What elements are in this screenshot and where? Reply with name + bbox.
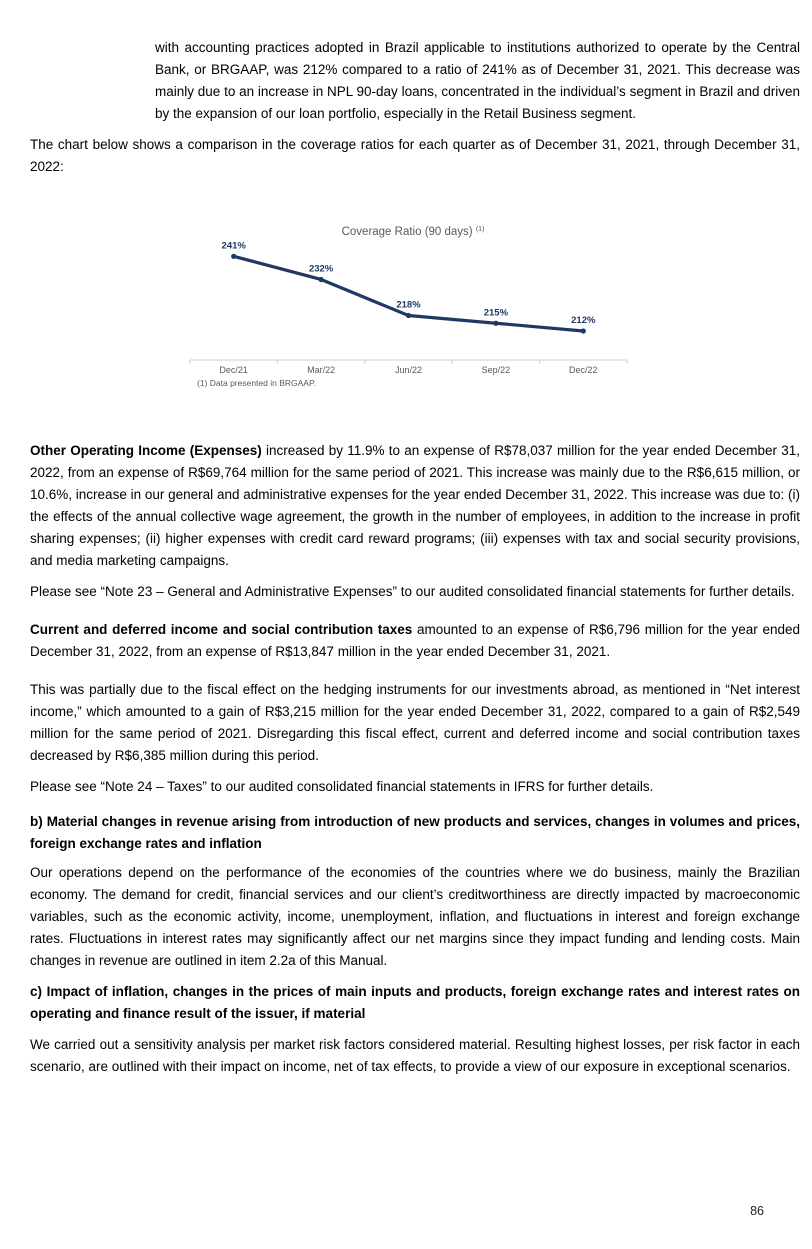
data-point-label: 218% (396, 299, 421, 311)
heading-c-impact-of-inflation: c) Impact of inflation, changes in the prices of main inputs and products, foreign exchange rates and interest rates on operating and finance result of the issuer, if material (30, 984, 800, 1021)
paragraph-operations: Our operations depend on the performance of the economies of the countries where we do business, mainly the Brazilian economy. The demand for credit, financial services and our client’s creditworthiness are directly impacted by macroeconomic variables, such as the economic activity, income, unemployment, inflation, and fluctuations in interest and foreign exchange rates. Fluctuations in interest rates may significantly affect our net margins since they impact funding and lending costs. Main changes in revenue are outlined in item 2.2a of this Manual. (30, 865, 800, 968)
data-point-label: 232% (308, 263, 334, 275)
paragraph-chart-intro: The chart below shows a comparison in the coverage ratios for each quarter as of December 31, 2021, through December 31, 2022: (30, 137, 800, 174)
paragraph-taxes (30, 619, 800, 663)
data-point-label: 241% (221, 240, 246, 252)
other-operating-income-lead: Other Operating Income (Expenses) (30, 443, 262, 458)
paragraph-note23: Please see “Note 23 – General and Administrative Expenses” to our audited consolidated financial statements for further details. (30, 584, 795, 599)
data-point-marker (581, 328, 586, 333)
chart-title: Coverage Ratio (90 days) $^{(1)}$ (341, 226, 485, 238)
data-point-marker (231, 254, 236, 259)
x-axis-label: Dec/21 (219, 365, 248, 375)
coverage-ratio-series-line (234, 256, 584, 331)
data-point-marker (319, 277, 324, 282)
other-operating-income-text: increased by 11.9% to an expense of R$78,037 million for the year ended December 31, 2022, from an expense of R$69,764 million for the same period of 2021. This increase was mainly due to the R$6,615 million, or 10.6%, increase in our general and administrative expenses for the year ended December 31, 2022. This increase was due to: (i) the effects of the annual collective wage agreement, the growth in the number of employees, in addition to the increase in profit sharing expenses; (ii) higher expenses with credit card reward programs; (iii) expenses with tax and social security provisions, and media marketing campaigns. (30, 443, 800, 568)
x-axis-label: Sep/22 (481, 365, 511, 375)
x-axis-label: Jun/22 (394, 365, 423, 375)
page-number: 86 (750, 1204, 764, 1218)
x-axis-label: Dec/22 (569, 365, 598, 375)
heading-b-material-changes: b) Material changes in revenue arising from introduction of new products and services, changes in volumes and prices, foreign exchange rates and inflation (30, 814, 800, 851)
coverage-ratio-line-chart (185, 218, 635, 393)
coverage-ratio-chart (185, 218, 635, 393)
paragraph-accounting-practices: with accounting practices adopted in Brazil applicable to institutions authorized to operate by the Central Bank, or BRGAAP, was 212% compared to a ratio of 241% as of December 31, 2021. This decrease was mainly due to an increase in NPL 90-day loans, concentrated in the individual’s segment in Brazil and driven by the expansion of our loan portfolio, especially in the Retail Business segment. (155, 40, 800, 121)
taxes-lead: Current and deferred income and social contribution taxes (30, 622, 413, 637)
taxes-text: amounted to an expense of R$6,796 million for the year ended December 31, 2022, from an expense of R$13,847 million in the year ended December 31, 2021. (30, 622, 800, 659)
paragraph-sensitivity-analysis: We carried out a sensitivity analysis per market risk factors considered material. Resulting highest losses, per risk factor in each scenario, are outlined with their impact on income, net of tax effects, to provide a view of our exposure in exceptional scenarios. (30, 1037, 800, 1074)
paragraph-note24: Please see “Note 24 – Taxes” to our audited consolidated financial statements in IFRS for further details. (30, 779, 654, 794)
data-point-marker (406, 313, 411, 318)
x-axis-label: Mar/22 (307, 365, 336, 375)
paragraph-fiscal-effect: This was partially due to the fiscal effect on the hedging instruments for our investments abroad, as mentioned in “Net interest income,” which amounted to a gain of R$3,215 million for the year ended December 31, 2022, compared to a gain of R$2,549 million for the same period of 2021. Disregarding this fiscal effect, current and deferred income and social contribution taxes decreased by R$6,385 million during this period. (30, 682, 800, 763)
data-point-label: 212% (571, 314, 596, 326)
data-point-label: 215% (483, 307, 509, 319)
data-point-marker (493, 321, 498, 326)
chart-footnote: (1) Data presented in BRGAAP. (197, 378, 316, 388)
paragraph-other-operating-income (30, 440, 800, 572)
